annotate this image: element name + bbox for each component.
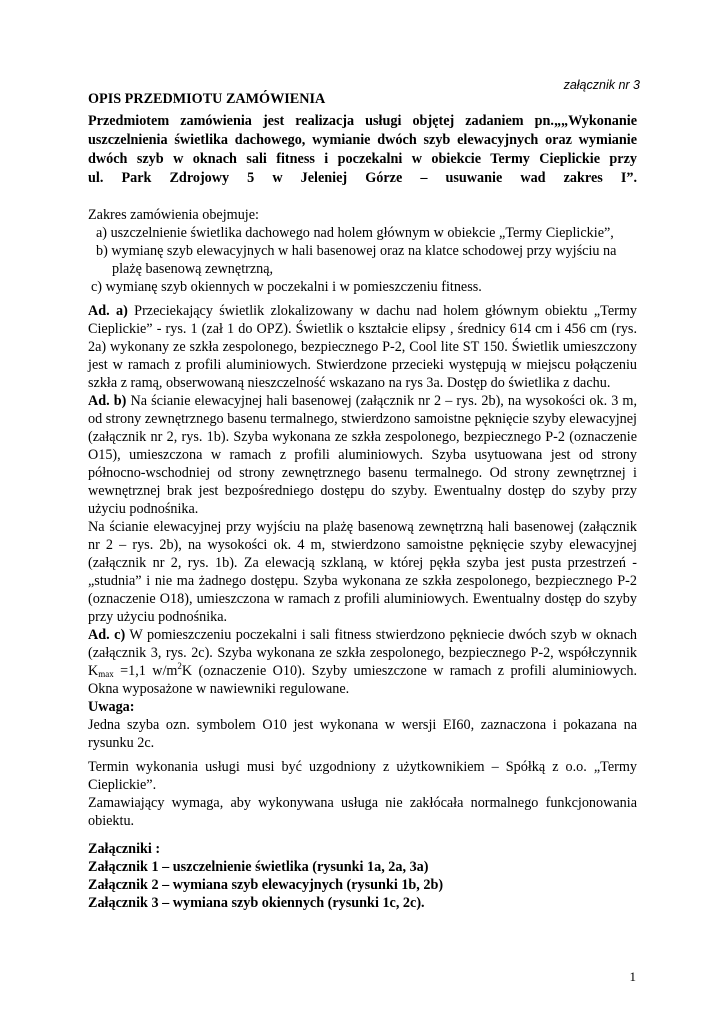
document-title: OPIS PRZEDMIOTU ZAMÓWIENIA bbox=[88, 91, 326, 107]
term-paragraph: Termin wykonania usługi musi być uzgodniony z użytkownikiem – Spółką z o.o. „Termy Cieplickie”. bbox=[88, 759, 637, 793]
scope-section bbox=[88, 206, 637, 296]
page-number: 1 bbox=[629, 969, 636, 984]
ad-c-text-end: K (oznaczenie O10). Szyby umieszczone w ramach z profili aluminiowych. Okna wyposażone w nawiewniki regulowane. bbox=[88, 663, 637, 697]
ad-a-text: Przeciekający świetlik zlokalizowany w dachu nad holem głównym obiektu „Termy Cieplickie” - rys. 1 (zał 1 do OPZ). Świetlik o kształcie elipsy , średnicy 614 cm i 456 cm (rys. 2a) wykonany ze szkła zespolonego, bezpiecznego P-2, Cool lite ST 150. Świetlik umieszczony jest w ramach z profili aluminiowych. Stwierdzone przecieki występują w miejscu połączeniu szkła z ramą, obserwowaną nieszczelność wskazano na rys 3a. Dostęp do świetlika z dachu. bbox=[88, 303, 637, 391]
k-superscript: 2 bbox=[177, 661, 182, 671]
ad-b-paragraph bbox=[88, 392, 637, 518]
ad-c-paragraph bbox=[88, 626, 637, 698]
details-section bbox=[88, 302, 637, 752]
ad-b-label: Ad. b) bbox=[88, 393, 127, 409]
k-value: =1,1 w/m bbox=[113, 663, 178, 679]
scope-item-b-cont: plażę basenową zewnętrzną, bbox=[112, 261, 274, 277]
intro-line: Przedmiotem zamówienia jest realizacja usługi objętej zadaniem pn.„„Wykonanie bbox=[88, 113, 637, 129]
ad-c-text: W pomieszczeniu poczekalni i sali fitness stwierdzono pękniecie dwóch szyb w oknach (załącznik 3, rys. 2c). Szyba wykonana ze szkła zespolonego, bezpiecznego P-2, współczynnik K bbox=[88, 627, 637, 679]
ad-b-text: Na ścianie elewacyjnej hali basenowej (załącznik nr 2 – rys. 2b), na wysokości ok. 3 m, od strony zewnętrznego basenu termalnego, stwierdzono samoistne pęknięcie szyby elewacyjnej (załącznik nr 2, rys. 1b). Szyba wykonana ze szkła zespolonego, bezpiecznego P-2 (oznaczenie O15), umieszczona w ramach z profili aluminiowych. Szyba usytuowana jest od strony północno-wschodniej od strony zewnętrznego basenu termalnego. Od strony zewnętrznej i wewnętrznej brak jest bezpośredniego dostępu do szyby. Ewentualny dostęp do szyby przy użyciu podnośnika. bbox=[88, 393, 637, 517]
annex-label: załącznik nr 3 bbox=[563, 78, 640, 92]
note-label: Uwaga: bbox=[88, 699, 135, 715]
ad-a-paragraph bbox=[88, 302, 637, 392]
attachments-section bbox=[88, 840, 637, 912]
ad-a-label: Ad. a) bbox=[88, 303, 128, 319]
attachments-heading: Załączniki : bbox=[88, 841, 161, 857]
intro-paragraph bbox=[88, 112, 637, 188]
intro-line: ul. Park Zdrojowy 5 w Jeleniej Górze – usuwanie wad zakres I”. bbox=[88, 170, 637, 186]
scope-heading: Zakres zamówienia obejmuje: bbox=[88, 207, 259, 223]
ad-c-label: Ad. c) bbox=[88, 627, 126, 643]
scope-item-a: a) uszczelnienie świetlika dachowego nad holem głównym w obiekcie „Termy Cieplickie”, bbox=[96, 225, 614, 241]
attachment-item: Załącznik 3 – wymiana szyb okiennych (rysunki 1c, 2c). bbox=[88, 895, 425, 911]
term-paragraph-2: Zamawiający wymaga, aby wykonywana usługa nie zakłócała normalnego funkcjonowania obiektu. bbox=[88, 795, 637, 829]
k-subscript: max bbox=[98, 669, 114, 679]
terms-section bbox=[88, 758, 637, 830]
scope-item-c: c) wymianę szyb okiennych w poczekalni i w pomieszczeniu fitness. bbox=[91, 279, 482, 295]
intro-line: dwóch szyb w oknach sali fitness i poczekalni w obiekcie Termy Cieplickie przy bbox=[88, 151, 637, 167]
note-text: Jedna szyba ozn. symbolem O10 jest wykonana w wersji EI60, zaznaczona i pokazana na rysunku 2c. bbox=[88, 717, 637, 751]
scope-item-b: b) wymianę szyb elewacyjnych w hali basenowej oraz na klatce schodowej przy wyjściu na bbox=[96, 243, 617, 259]
intro-line: uszczelnienia świetlika dachowego, wymianie dwóch szyb elewacyjnych oraz wymianie bbox=[88, 132, 637, 148]
attachment-item: Załącznik 2 – wymiana szyb elewacyjnych (rysunki 1b, 2b) bbox=[88, 877, 444, 893]
ad-b-paragraph-2: Na ścianie elewacyjnej przy wyjściu na plażę basenową zewnętrzną hali basenowej (załącznik nr 2 – rys. 2b), na wysokości ok. 4 m, stwierdzono samoistne pęknięcie szyby elewacyjnej (załącznik nr 2, rys. 1b). Za elewacją szklaną, w której pękła szyba jest pusta przestrzeń - „studnia” i nie ma żadnego dostępu. Szyba wykonana ze szkła zespolonego, bezpiecznego P-2 (oznaczenie O18), umieszczona w ramach z profili aluminiowych. Ewentualny dostęp do szyby przy użyciu podnośnika. bbox=[88, 519, 637, 625]
attachment-item: Załącznik 1 – uszczelnienie świetlika (rysunki 1a, 2a, 3a) bbox=[88, 859, 429, 875]
